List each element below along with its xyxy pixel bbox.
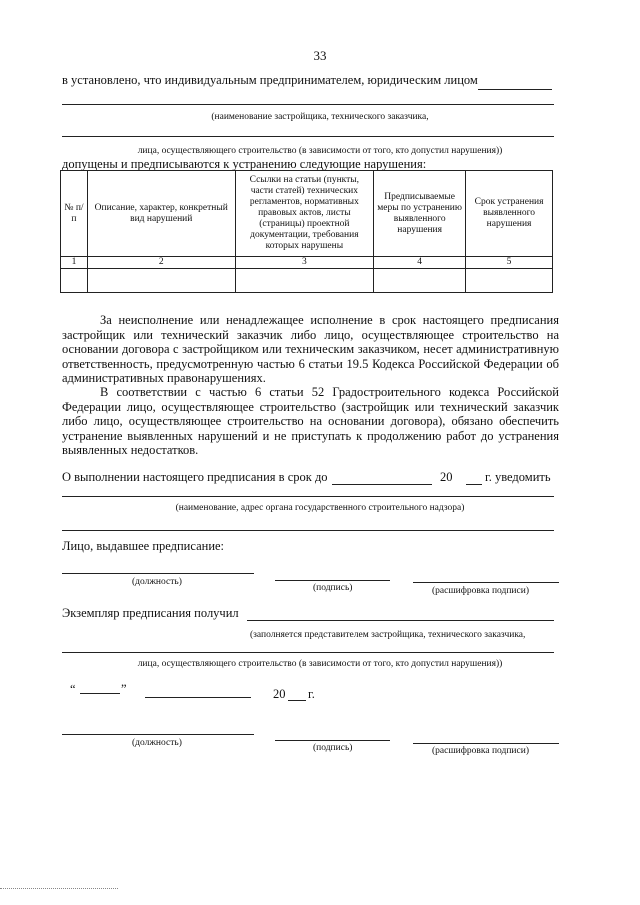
receiver-position-line — [62, 734, 254, 735]
supervision-fill-line — [62, 496, 554, 497]
table-cell — [466, 269, 553, 293]
caption-builder-2: лица, осуществляющего строительство (в зависимости от того, кто допустил нарушения)) — [137, 659, 503, 669]
column-number-4: 4 — [374, 257, 466, 269]
header-cell-description: Описание, характер, конкретный вид нарушений — [87, 171, 235, 257]
table-cell — [87, 269, 235, 293]
caption-position-2: (должность) — [132, 738, 182, 748]
intro-text: в установлено, что индивидуальным предпринимателем, юридическим лицом — [62, 73, 478, 87]
date-year-prefix: 20 — [273, 687, 286, 701]
builder-fill-line — [62, 136, 554, 137]
table-cell — [61, 269, 88, 293]
completion-year-prefix: 20 — [440, 470, 453, 484]
header-cell-deadline: Срок устранения выявленного нарушения — [466, 171, 553, 257]
issuer-position-line — [62, 573, 254, 574]
page-number: 33 — [313, 48, 327, 63]
paragraph-liability: За неисполнение или ненадлежащее исполнение в срок настоящего предписания застройщик или технический заказчик либо лицо, осуществляющее строительство на основании договора с застройщиком или техническим заказчиком, несет административную ответственность, предусмотренную частью 6 статьи 19.5 Кодекса Российской Федерации об административных правонарушениях. — [62, 313, 559, 385]
supervision-fill-line-2 — [62, 530, 554, 531]
header-cell-measures: Предписываемые меры по устранению выявленного нарушения — [374, 171, 466, 257]
header-cell-references: Ссылки на статьи (пункты, части статей) технических регламентов, нормативных правовых актов, листы (страницы) проектной документации, требования которых нарушены — [235, 171, 374, 257]
caption-signature-decode-2: (расшифровка подписи) — [432, 746, 529, 756]
caption-signature-decode: (расшифровка подписи) — [432, 586, 529, 596]
caption-developer: (наименование застройщика, технического заказчика, — [211, 112, 429, 122]
date-quote-open: “ — [70, 682, 76, 696]
issuer-signature-line — [275, 580, 390, 581]
deadline-date-line — [332, 484, 432, 485]
copy-received-fill-line — [247, 620, 554, 621]
column-number-2: 2 — [87, 257, 235, 269]
issuer-label: Лицо, выдавшее предписание: — [62, 539, 225, 553]
completion-year-line — [466, 484, 482, 485]
scan-artifact — [0, 888, 118, 889]
header-cell-number: № п/п — [61, 171, 88, 257]
issuer-decode-line — [413, 582, 559, 583]
caption-supervision: (наименование, адрес органа государственного строительного надзора) — [175, 503, 465, 513]
intro-fill-line — [478, 89, 552, 90]
receiver-signature-line — [275, 740, 390, 741]
table-cell — [235, 269, 374, 293]
table-number-row — [61, 257, 553, 269]
notify-text: г. уведомить — [485, 470, 551, 484]
copy-received-label: Экземпляр предписания получил — [62, 606, 239, 620]
date-day-line — [80, 693, 120, 694]
date-year-line — [288, 700, 306, 701]
table-row — [61, 269, 553, 293]
date-month-line — [145, 697, 251, 698]
receiver-fill-line — [62, 652, 554, 653]
column-number-5: 5 — [466, 257, 553, 269]
date-year-suffix: г. — [308, 687, 315, 701]
violations-intro: допущены и предписываются к устранению следующие нарушения: — [62, 157, 427, 171]
table-header-row — [61, 171, 553, 257]
caption-signature-2: (подпись) — [313, 743, 353, 753]
completion-text: О выполнении настоящего предписания в срок до — [62, 470, 328, 484]
caption-filled-by: (заполняется представителем застройщика, технического заказчика, — [250, 630, 526, 640]
developer-fill-line — [62, 104, 554, 105]
date-quote-close: ” — [121, 682, 127, 696]
caption-position: (должность) — [132, 577, 182, 587]
violations-table — [60, 170, 553, 293]
caption-signature: (подпись) — [313, 583, 353, 593]
column-number-1: 1 — [61, 257, 88, 269]
caption-builder: лица, осуществляющего строительство (в зависимости от того, кто допустил нарушения)) — [137, 146, 503, 156]
receiver-decode-line — [413, 743, 559, 744]
paragraph-obligation: В соответствии с частью 6 статьи 52 Градостроительного кодекса Российской Федерации лицо, осуществляющее строительство (застройщик или технический заказчик либо лицо, осуществляющее строительство на основании договора), обязано обеспечить устранение выявленных нарушений и не приступать к продолжению работ до устранения выявленных недостатков. — [62, 385, 559, 457]
table-cell — [374, 269, 466, 293]
column-number-3: 3 — [235, 257, 374, 269]
